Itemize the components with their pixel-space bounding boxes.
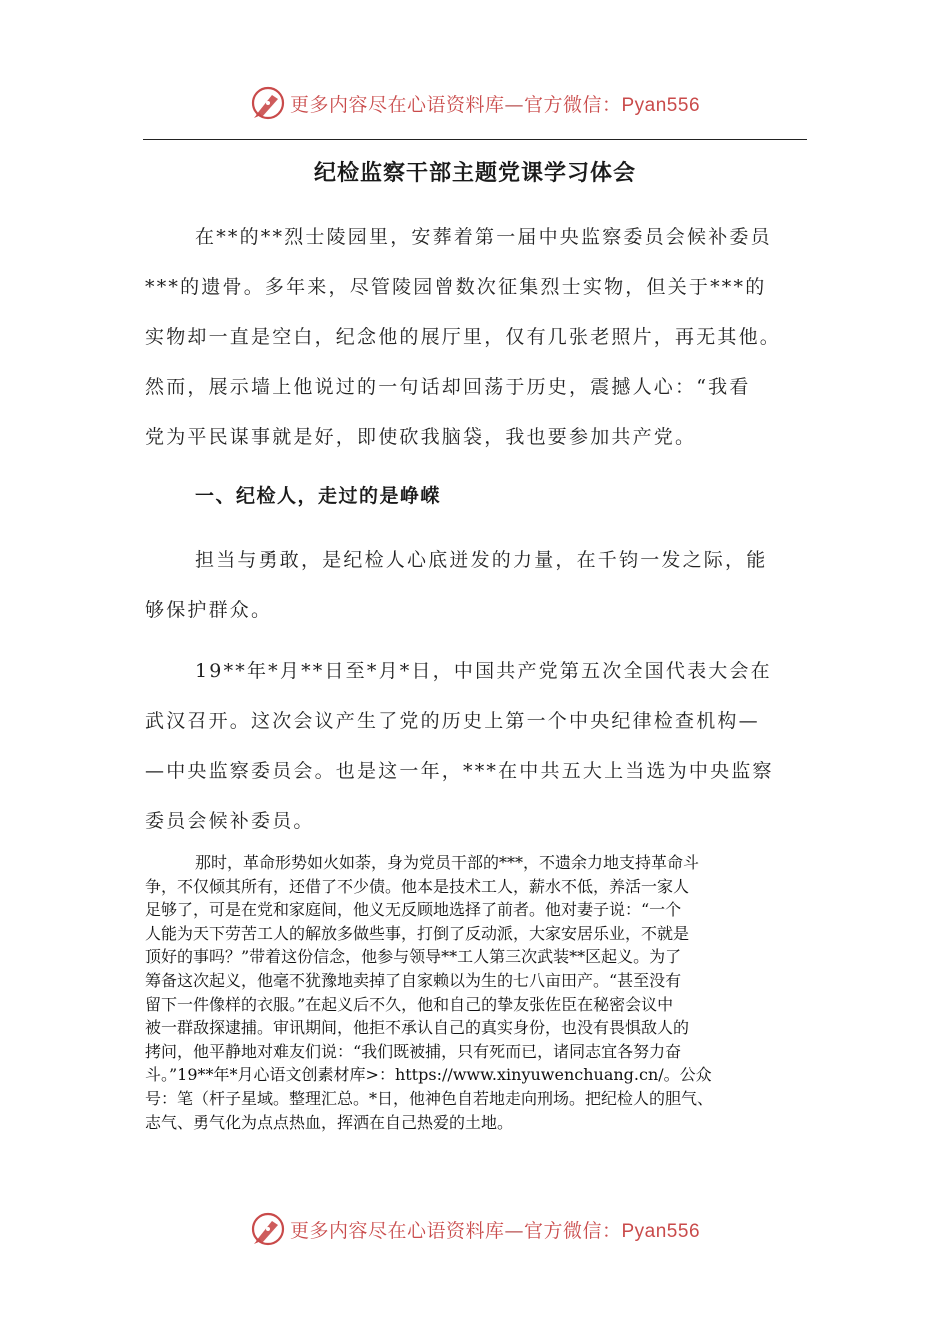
banner-separator: — [504,93,524,116]
para4-line-7: 留下一件像样的衣服。”在起义后不久，他和自己的挚友张佐臣在秘密会议中 [145,994,674,1014]
banner-separator: — [504,1219,524,1242]
para2-line-1: 担当与勇敢，是纪检人心底迸发的力量，在千钧一发之际，能 [195,549,768,571]
banner-wechat-id: Pyan556 [621,94,701,116]
para4-line-2: 争，不仅倾其所有，还借了不少债。他本是技术工人，薪水不低，养活一家人 [145,876,690,896]
para3-line-2: 武汉召开。这次会议产生了党的历史上第一个中央纪律检查机构— [145,710,760,732]
banner-wechat-label: 官方微信： [523,1219,622,1242]
banner-wechat-label: 官方微信： [523,93,622,116]
para4-line-3: 足够了，可是在党和家庭间，他义无反顾地选择了前者。他对妻子说：“一个 [145,900,682,920]
para4-line-10: 斗。”19**年*月心语文创素材库>：https://www.xinyuwenchuang.cn/。公众 [145,1065,712,1085]
para4-line-4: 人能为天下劳苦工人的解放多做些事，打倒了反动派，大家安居乐业，不就是 [145,923,690,943]
banner-text [290,1216,700,1243]
para2-line-2: 够保护群众。 [145,599,273,621]
para4-line-9: 拷问，他平静地对难友们说：“我们既被捕，只有死而已，诸同志宜各努力奋 [145,1041,682,1061]
header-divider [143,139,807,140]
para3-line-4: 委员会候补委员。 [145,810,315,832]
banner-site-name: 更多内容尽在心语资料库 [289,93,505,116]
intro-line-5: 党为平民谋事就是好，即使砍我脑袋，我也要参加共产党。 [145,426,697,448]
page-title: 纪检监察干部主题党课学习体会 [313,161,636,186]
pen-nib-logo-icon [250,85,286,121]
intro-line-3: 实物却一直是空白，纪念他的展厅里，仅有几张老照片，再无其他。 [145,326,782,348]
banner-text [290,90,700,117]
para3-line-1: 19**年*月**日至*月*日，中国共产党第五次全国代表大会在 [195,660,772,682]
header-banner [0,83,950,123]
para4-line-12: 志气、勇气化为点点热血，挥洒在自己热爱的土地。 [145,1112,514,1132]
pen-nib-logo-icon [250,1211,286,1247]
para4-line-6: 筹备这次起义，他毫不犹豫地卖掉了自家赖以为生的七八亩田产。“甚至没有 [145,970,682,990]
dense-paragraph [145,851,825,1134]
para3-line-3: —中央监察委员会。也是这一年，***在中共五大上当选为中央监察 [145,760,774,782]
para4-line-11: 号：笔（杆子星域。整理汇总。*日，他神色自若地走向刑场。把纪检人的胆气、 [145,1088,714,1108]
banner-site-name: 更多内容尽在心语资料库 [289,1219,505,1242]
section-heading-1: 一、纪检人，走过的是峥嵘 [195,485,442,507]
para4-line-8: 被一群敌探逮捕。审讯期间，他拒不承认自己的真实身份，也没有畏惧敌人的 [145,1018,690,1038]
intro-line-4: 然而，展示墙上他说过的一句话却回荡于历史，震撼人心：“我看 [145,376,751,398]
para4-line-1: 那时，革命形势如火如荼，身为党员干部的***，不遗余力地支持革命斗 [195,853,700,872]
footer-banner [0,1209,950,1249]
intro-line-1: 在**的**烈士陵园里，安葬着第一届中央监察委员会候补委员 [195,226,772,248]
para4-line-5: 顶好的事吗？”带着这份信念，他参与领导**工人第三次武装**区起义。为了 [145,947,682,967]
banner-wechat-id: Pyan556 [621,1220,701,1242]
intro-line-2: ***的遗骨。多年来，尽管陵园曾数次征集烈士实物，但关于***的 [145,276,767,298]
